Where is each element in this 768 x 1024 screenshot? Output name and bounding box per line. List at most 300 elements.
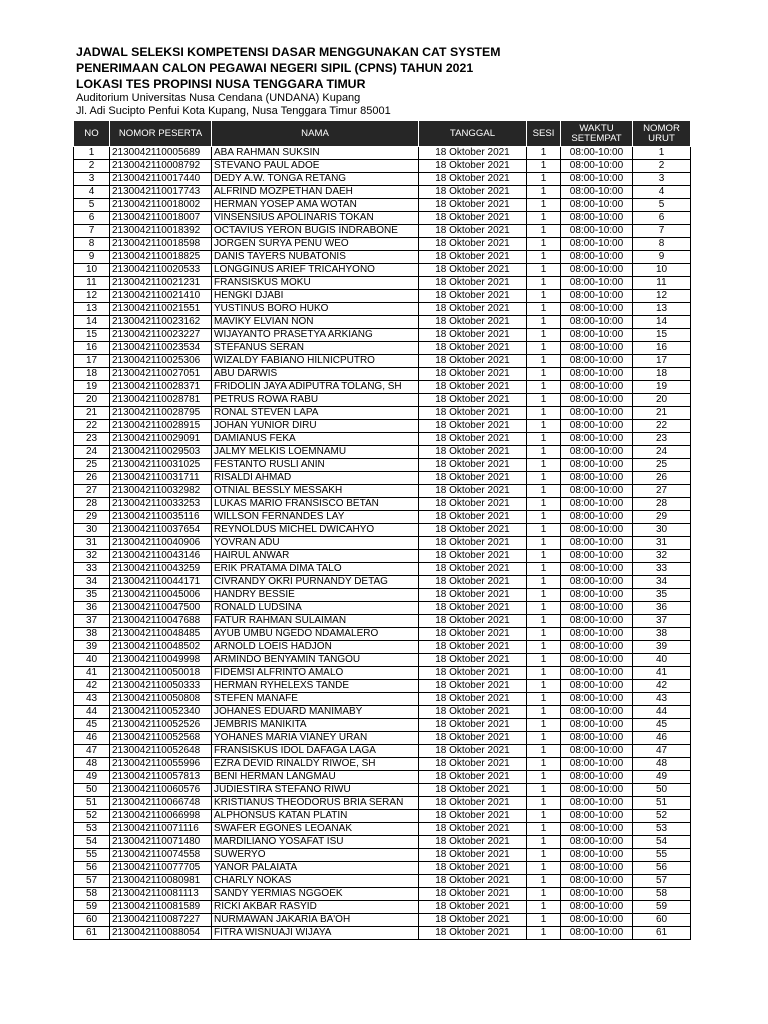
cell-tanggal: 18 Oktober 2021	[419, 394, 527, 407]
cell-nomor-peserta: 2130042110029091	[110, 433, 212, 446]
cell-sesi: 1	[527, 888, 561, 901]
cell-nomor-peserta: 2130042110066998	[110, 810, 212, 823]
cell-sesi: 1	[527, 251, 561, 264]
cell-nomor-peserta: 2130042110052568	[110, 732, 212, 745]
table-row	[74, 706, 691, 719]
cell-sesi: 1	[527, 420, 561, 433]
cell-sesi: 1	[527, 459, 561, 472]
cell-tanggal: 18 Oktober 2021	[419, 264, 527, 277]
cell-nomor-urut: 2	[633, 160, 691, 173]
cell-nomor-urut: 45	[633, 719, 691, 732]
cell-nomor-peserta: 2130042110071480	[110, 836, 212, 849]
title-line-1: JADWAL SELEKSI KOMPETENSI DASAR MENGGUNAKAN CAT SYSTEM	[76, 45, 501, 59]
cell-sesi: 1	[527, 862, 561, 875]
cell-waktu: 08:00-10:00	[561, 329, 633, 342]
table-row	[74, 810, 691, 823]
cell-nomor-peserta: 2130042110047500	[110, 602, 212, 615]
cell-sesi: 1	[527, 615, 561, 628]
cell-tanggal: 18 Oktober 2021	[419, 836, 527, 849]
cell-nama: ERIK PRATAMA DIMA TALO	[212, 563, 419, 576]
cell-nomor-urut: 53	[633, 823, 691, 836]
table-row	[74, 758, 691, 771]
cell-waktu: 08:00-10:00	[561, 667, 633, 680]
cell-nomor-urut: 19	[633, 381, 691, 394]
cell-no: 4	[74, 186, 110, 199]
cell-tanggal: 18 Oktober 2021	[419, 160, 527, 173]
cell-sesi: 1	[527, 238, 561, 251]
cell-nomor-peserta: 2130042110021551	[110, 303, 212, 316]
cell-waktu: 08:00-10:00	[561, 602, 633, 615]
cell-no: 16	[74, 342, 110, 355]
cell-no: 55	[74, 849, 110, 862]
table-row	[74, 667, 691, 680]
cell-sesi: 1	[527, 511, 561, 524]
cell-nomor-urut: 20	[633, 394, 691, 407]
cell-nama: DEDY A.W. TONGA RETANG	[212, 173, 419, 186]
cell-nomor-peserta: 2130042110077705	[110, 862, 212, 875]
cell-nomor-peserta: 2130042110018392	[110, 225, 212, 238]
cell-nomor-peserta: 2130042110066748	[110, 797, 212, 810]
cell-sesi: 1	[527, 303, 561, 316]
cell-tanggal: 18 Oktober 2021	[419, 888, 527, 901]
cell-no: 39	[74, 641, 110, 654]
cell-sesi: 1	[527, 550, 561, 563]
cell-waktu: 08:00-10:00	[561, 160, 633, 173]
cell-sesi: 1	[527, 836, 561, 849]
cell-waktu: 08:00-10:00	[561, 433, 633, 446]
cell-nomor-urut: 44	[633, 706, 691, 719]
header-no: NO	[74, 121, 110, 147]
cell-tanggal: 18 Oktober 2021	[419, 693, 527, 706]
cell-tanggal: 18 Oktober 2021	[419, 368, 527, 381]
header-nomor-peserta: NOMOR PESERTA	[110, 121, 212, 147]
cell-no: 8	[74, 238, 110, 251]
cell-nomor-urut: 39	[633, 641, 691, 654]
cell-waktu: 08:00-10:00	[561, 810, 633, 823]
cell-no: 53	[74, 823, 110, 836]
table-row	[74, 589, 691, 602]
cell-nomor-urut: 28	[633, 498, 691, 511]
cell-waktu: 08:00-10:00	[561, 797, 633, 810]
cell-waktu: 08:00-10:00	[561, 641, 633, 654]
cell-no: 22	[74, 420, 110, 433]
cell-waktu: 08:00-10:00	[561, 446, 633, 459]
cell-nomor-urut: 61	[633, 927, 691, 940]
cell-tanggal: 18 Oktober 2021	[419, 251, 527, 264]
cell-tanggal: 18 Oktober 2021	[419, 927, 527, 940]
cell-sesi: 1	[527, 147, 561, 160]
cell-no: 46	[74, 732, 110, 745]
cell-tanggal: 18 Oktober 2021	[419, 706, 527, 719]
cell-tanggal: 18 Oktober 2021	[419, 771, 527, 784]
table-row	[74, 836, 691, 849]
cell-sesi: 1	[527, 316, 561, 329]
cell-nomor-peserta: 2130042110021231	[110, 277, 212, 290]
table-row	[74, 914, 691, 927]
table-row	[74, 420, 691, 433]
cell-waktu: 08:00-10:00	[561, 355, 633, 368]
table-row	[74, 186, 691, 199]
cell-no: 13	[74, 303, 110, 316]
cell-tanggal: 18 Oktober 2021	[419, 459, 527, 472]
cell-sesi: 1	[527, 563, 561, 576]
cell-waktu: 08:00-10:00	[561, 303, 633, 316]
cell-sesi: 1	[527, 797, 561, 810]
cell-nomor-peserta: 2130042110017440	[110, 173, 212, 186]
cell-waktu: 08:00-10:00	[561, 732, 633, 745]
table-row	[74, 212, 691, 225]
cell-nomor-urut: 57	[633, 875, 691, 888]
table-row	[74, 472, 691, 485]
cell-nama: CHARLY NOKAS	[212, 875, 419, 888]
cell-tanggal: 18 Oktober 2021	[419, 914, 527, 927]
cell-nama: OCTAVIUS YERON BUGIS INDRABONE	[212, 225, 419, 238]
cell-waktu: 08:00-10:00	[561, 251, 633, 264]
cell-nama: WILLSON FERNANDES LAY	[212, 511, 419, 524]
cell-nomor-peserta: 2130042110040906	[110, 537, 212, 550]
cell-waktu: 08:00-10:00	[561, 342, 633, 355]
cell-nomor-peserta: 2130042110088054	[110, 927, 212, 940]
cell-no: 36	[74, 602, 110, 615]
cell-waktu: 08:00-10:00	[561, 719, 633, 732]
table-row	[74, 771, 691, 784]
cell-tanggal: 18 Oktober 2021	[419, 511, 527, 524]
cell-waktu: 08:00-10:00	[561, 459, 633, 472]
cell-tanggal: 18 Oktober 2021	[419, 498, 527, 511]
cell-nomor-peserta: 2130042110028371	[110, 381, 212, 394]
cell-nomor-peserta: 2130042110008792	[110, 160, 212, 173]
cell-nomor-urut: 46	[633, 732, 691, 745]
cell-no: 2	[74, 160, 110, 173]
cell-tanggal: 18 Oktober 2021	[419, 147, 527, 160]
cell-tanggal: 18 Oktober 2021	[419, 524, 527, 537]
cell-waktu: 08:00-10:00	[561, 394, 633, 407]
cell-tanggal: 18 Oktober 2021	[419, 862, 527, 875]
cell-nomor-urut: 24	[633, 446, 691, 459]
cell-nama: STEVANO PAUL ADOE	[212, 160, 419, 173]
cell-nomor-urut: 42	[633, 680, 691, 693]
cell-nomor-urut: 16	[633, 342, 691, 355]
cell-nomor-peserta: 2130042110031025	[110, 459, 212, 472]
cell-tanggal: 18 Oktober 2021	[419, 316, 527, 329]
cell-nomor-peserta: 2130042110074558	[110, 849, 212, 862]
cell-waktu: 08:00-10:00	[561, 888, 633, 901]
cell-tanggal: 18 Oktober 2021	[419, 550, 527, 563]
cell-no: 21	[74, 407, 110, 420]
cell-no: 23	[74, 433, 110, 446]
cell-nomor-peserta: 2130042110050333	[110, 680, 212, 693]
cell-sesi: 1	[527, 732, 561, 745]
cell-nomor-urut: 32	[633, 550, 691, 563]
cell-nomor-peserta: 2130042110052340	[110, 706, 212, 719]
cell-no: 61	[74, 927, 110, 940]
cell-no: 54	[74, 836, 110, 849]
cell-sesi: 1	[527, 433, 561, 446]
cell-sesi: 1	[527, 498, 561, 511]
cell-nama: HAIRUL ANWAR	[212, 550, 419, 563]
cell-nomor-urut: 11	[633, 277, 691, 290]
cell-nama: ALPHONSUS KATAN PLATIN	[212, 810, 419, 823]
cell-no: 32	[74, 550, 110, 563]
table-row	[74, 797, 691, 810]
cell-nomor-urut: 1	[633, 147, 691, 160]
cell-nomor-urut: 59	[633, 901, 691, 914]
header-nama: NAMA	[212, 121, 419, 147]
cell-nomor-peserta: 2130042110031711	[110, 472, 212, 485]
table-row	[74, 498, 691, 511]
cell-nomor-urut: 54	[633, 836, 691, 849]
cell-tanggal: 18 Oktober 2021	[419, 238, 527, 251]
cell-nama: FATUR RAHMAN SULAIMAN	[212, 615, 419, 628]
cell-nama: YANOR PALAIATA	[212, 862, 419, 875]
cell-no: 14	[74, 316, 110, 329]
cell-no: 31	[74, 537, 110, 550]
cell-nama: LONGGINUS ARIEF TRICAHYONO	[212, 264, 419, 277]
cell-tanggal: 18 Oktober 2021	[419, 732, 527, 745]
cell-waktu: 08:00-10:00	[561, 147, 633, 160]
cell-nomor-urut: 21	[633, 407, 691, 420]
cell-nomor-urut: 15	[633, 329, 691, 342]
cell-nomor-peserta: 2130042110018002	[110, 199, 212, 212]
cell-nomor-urut: 4	[633, 186, 691, 199]
schedule-table	[73, 120, 691, 940]
cell-nomor-peserta: 2130042110047688	[110, 615, 212, 628]
cell-no: 25	[74, 459, 110, 472]
cell-waktu: 08:00-10:00	[561, 589, 633, 602]
cell-nomor-urut: 18	[633, 368, 691, 381]
cell-sesi: 1	[527, 485, 561, 498]
table-row	[74, 303, 691, 316]
document-header	[76, 44, 501, 117]
cell-sesi: 1	[527, 589, 561, 602]
cell-waktu: 08:00-10:00	[561, 316, 633, 329]
cell-sesi: 1	[527, 381, 561, 394]
cell-nama: STEFANUS SERAN	[212, 342, 419, 355]
header-tanggal: TANGGAL	[419, 121, 527, 147]
cell-tanggal: 18 Oktober 2021	[419, 303, 527, 316]
cell-waktu: 08:00-10:00	[561, 628, 633, 641]
cell-sesi: 1	[527, 823, 561, 836]
cell-tanggal: 18 Oktober 2021	[419, 823, 527, 836]
cell-nama: YOVRAN ADU	[212, 537, 419, 550]
cell-no: 59	[74, 901, 110, 914]
cell-nomor-peserta: 2130042110071116	[110, 823, 212, 836]
cell-tanggal: 18 Oktober 2021	[419, 680, 527, 693]
cell-sesi: 1	[527, 329, 561, 342]
cell-no: 6	[74, 212, 110, 225]
cell-no: 40	[74, 654, 110, 667]
table-body	[74, 147, 691, 940]
cell-no: 49	[74, 771, 110, 784]
cell-nama: FITRA WISNUAJI WIJAYA	[212, 927, 419, 940]
table-row	[74, 407, 691, 420]
table-row	[74, 875, 691, 888]
cell-waktu: 08:00-10:00	[561, 277, 633, 290]
cell-nama: KRISTIANUS THEODORUS BRIA SERAN	[212, 797, 419, 810]
table-row	[74, 550, 691, 563]
cell-tanggal: 18 Oktober 2021	[419, 901, 527, 914]
cell-sesi: 1	[527, 264, 561, 277]
cell-sesi: 1	[527, 914, 561, 927]
cell-nama: WIZALDY FABIANO HILNICPUTRO	[212, 355, 419, 368]
table-row	[74, 654, 691, 667]
cell-nama: EZRA DEVID RINALDY RIWOE, SH	[212, 758, 419, 771]
cell-waktu: 08:00-10:00	[561, 381, 633, 394]
cell-waktu: 08:00-10:00	[561, 758, 633, 771]
cell-sesi: 1	[527, 394, 561, 407]
cell-tanggal: 18 Oktober 2021	[419, 485, 527, 498]
cell-waktu: 08:00-10:00	[561, 771, 633, 784]
cell-sesi: 1	[527, 368, 561, 381]
cell-nomor-peserta: 2130042110045006	[110, 589, 212, 602]
cell-nama: FESTANTO RUSLI ANIN	[212, 459, 419, 472]
cell-tanggal: 18 Oktober 2021	[419, 225, 527, 238]
cell-sesi: 1	[527, 641, 561, 654]
cell-nomor-urut: 49	[633, 771, 691, 784]
cell-sesi: 1	[527, 199, 561, 212]
header-sesi: SESI	[527, 121, 561, 147]
cell-sesi: 1	[527, 758, 561, 771]
table-row	[74, 446, 691, 459]
cell-nomor-peserta: 2130042110044171	[110, 576, 212, 589]
cell-no: 10	[74, 264, 110, 277]
cell-nama: SWAFER EGONES LEOANAK	[212, 823, 419, 836]
cell-nama: REYNOLDUS MICHEL DWICAHYO	[212, 524, 419, 537]
cell-nama: JUDIESTIRA STEFANO RIWU	[212, 784, 419, 797]
cell-tanggal: 18 Oktober 2021	[419, 290, 527, 303]
cell-nomor-urut: 31	[633, 537, 691, 550]
cell-nomor-peserta: 2130042110023162	[110, 316, 212, 329]
cell-nomor-peserta: 2130042110052648	[110, 745, 212, 758]
cell-nama: ARMINDO BENYAMIN TANGOU	[212, 654, 419, 667]
cell-nomor-peserta: 2130042110048502	[110, 641, 212, 654]
cell-sesi: 1	[527, 212, 561, 225]
cell-nama: JOHANES EDUARD MANIMABY	[212, 706, 419, 719]
table-row	[74, 576, 691, 589]
cell-nomor-peserta: 2130042110087227	[110, 914, 212, 927]
cell-nomor-peserta: 2130042110021410	[110, 290, 212, 303]
cell-sesi: 1	[527, 537, 561, 550]
cell-no: 17	[74, 355, 110, 368]
cell-tanggal: 18 Oktober 2021	[419, 199, 527, 212]
cell-waktu: 08:00-10:00	[561, 914, 633, 927]
cell-nomor-urut: 17	[633, 355, 691, 368]
cell-nomor-peserta: 2130042110050808	[110, 693, 212, 706]
cell-no: 28	[74, 498, 110, 511]
cell-sesi: 1	[527, 693, 561, 706]
table-row	[74, 342, 691, 355]
table-row	[74, 628, 691, 641]
cell-nama: RONAL STEVEN LAPA	[212, 407, 419, 420]
cell-nama: PETRUS ROWA RABU	[212, 394, 419, 407]
cell-waktu: 08:00-10:00	[561, 511, 633, 524]
cell-no: 33	[74, 563, 110, 576]
cell-sesi: 1	[527, 290, 561, 303]
cell-tanggal: 18 Oktober 2021	[419, 589, 527, 602]
cell-no: 50	[74, 784, 110, 797]
cell-nomor-peserta: 2130042110043259	[110, 563, 212, 576]
cell-tanggal: 18 Oktober 2021	[419, 667, 527, 680]
cell-waktu: 08:00-10:00	[561, 745, 633, 758]
cell-sesi: 1	[527, 901, 561, 914]
cell-waktu: 08:00-10:00	[561, 615, 633, 628]
cell-no: 5	[74, 199, 110, 212]
cell-nomor-peserta: 2130042110023227	[110, 329, 212, 342]
cell-nomor-urut: 50	[633, 784, 691, 797]
cell-nomor-urut: 22	[633, 420, 691, 433]
table-row	[74, 459, 691, 472]
cell-nomor-urut: 27	[633, 485, 691, 498]
cell-tanggal: 18 Oktober 2021	[419, 797, 527, 810]
table-row	[74, 602, 691, 615]
cell-waktu: 08:00-10:00	[561, 368, 633, 381]
table-row	[74, 693, 691, 706]
table-row	[74, 290, 691, 303]
cell-nama: DAMIANUS FEKA	[212, 433, 419, 446]
cell-sesi: 1	[527, 277, 561, 290]
cell-waktu: 08:00-10:00	[561, 498, 633, 511]
cell-nama: HERMAN RYHELEXS TANDE	[212, 680, 419, 693]
cell-no: 51	[74, 797, 110, 810]
cell-waktu: 08:00-10:00	[561, 212, 633, 225]
header-nomor-urut	[633, 121, 691, 147]
cell-waktu: 08:00-10:00	[561, 173, 633, 186]
cell-nomor-peserta: 2130042110049998	[110, 654, 212, 667]
cell-nomor-peserta: 2130042110023534	[110, 342, 212, 355]
cell-no: 34	[74, 576, 110, 589]
table-row	[74, 524, 691, 537]
cell-tanggal: 18 Oktober 2021	[419, 784, 527, 797]
cell-sesi: 1	[527, 875, 561, 888]
cell-no: 9	[74, 251, 110, 264]
cell-nama: FRANSISKUS IDOL DAFAGA LAGA	[212, 745, 419, 758]
cell-nama: ABU DARWIS	[212, 368, 419, 381]
cell-nomor-peserta: 2130042110033253	[110, 498, 212, 511]
cell-nomor-peserta: 2130042110057813	[110, 771, 212, 784]
cell-waktu: 08:00-10:00	[561, 693, 633, 706]
cell-tanggal: 18 Oktober 2021	[419, 758, 527, 771]
cell-no: 43	[74, 693, 110, 706]
cell-tanggal: 18 Oktober 2021	[419, 719, 527, 732]
cell-nomor-peserta: 2130042110081589	[110, 901, 212, 914]
header-waktu-line2: SETEMPAT	[571, 132, 622, 144]
cell-nama: YOHANES MARIA VIANEY URAN	[212, 732, 419, 745]
cell-nomor-peserta: 2130042110050018	[110, 667, 212, 680]
table-row	[74, 277, 691, 290]
cell-nama: YUSTINUS BORO HUKO	[212, 303, 419, 316]
cell-no: 44	[74, 706, 110, 719]
cell-sesi: 1	[527, 186, 561, 199]
cell-nama: STEFEN MANAFE	[212, 693, 419, 706]
table-row	[74, 485, 691, 498]
cell-tanggal: 18 Oktober 2021	[419, 212, 527, 225]
table-row	[74, 680, 691, 693]
cell-sesi: 1	[527, 407, 561, 420]
table-row	[74, 901, 691, 914]
cell-nomor-peserta: 2130042110037654	[110, 524, 212, 537]
cell-nomor-peserta: 2130042110029503	[110, 446, 212, 459]
cell-sesi: 1	[527, 771, 561, 784]
table-row	[74, 433, 691, 446]
cell-waktu: 08:00-10:00	[561, 186, 633, 199]
table-row	[74, 264, 691, 277]
cell-tanggal: 18 Oktober 2021	[419, 849, 527, 862]
cell-nama: LUKAS MARIO FRANSISCO BETAN	[212, 498, 419, 511]
cell-nomor-urut: 14	[633, 316, 691, 329]
cell-nama: FRANSISKUS MOKU	[212, 277, 419, 290]
cell-nomor-urut: 60	[633, 914, 691, 927]
cell-sesi: 1	[527, 784, 561, 797]
